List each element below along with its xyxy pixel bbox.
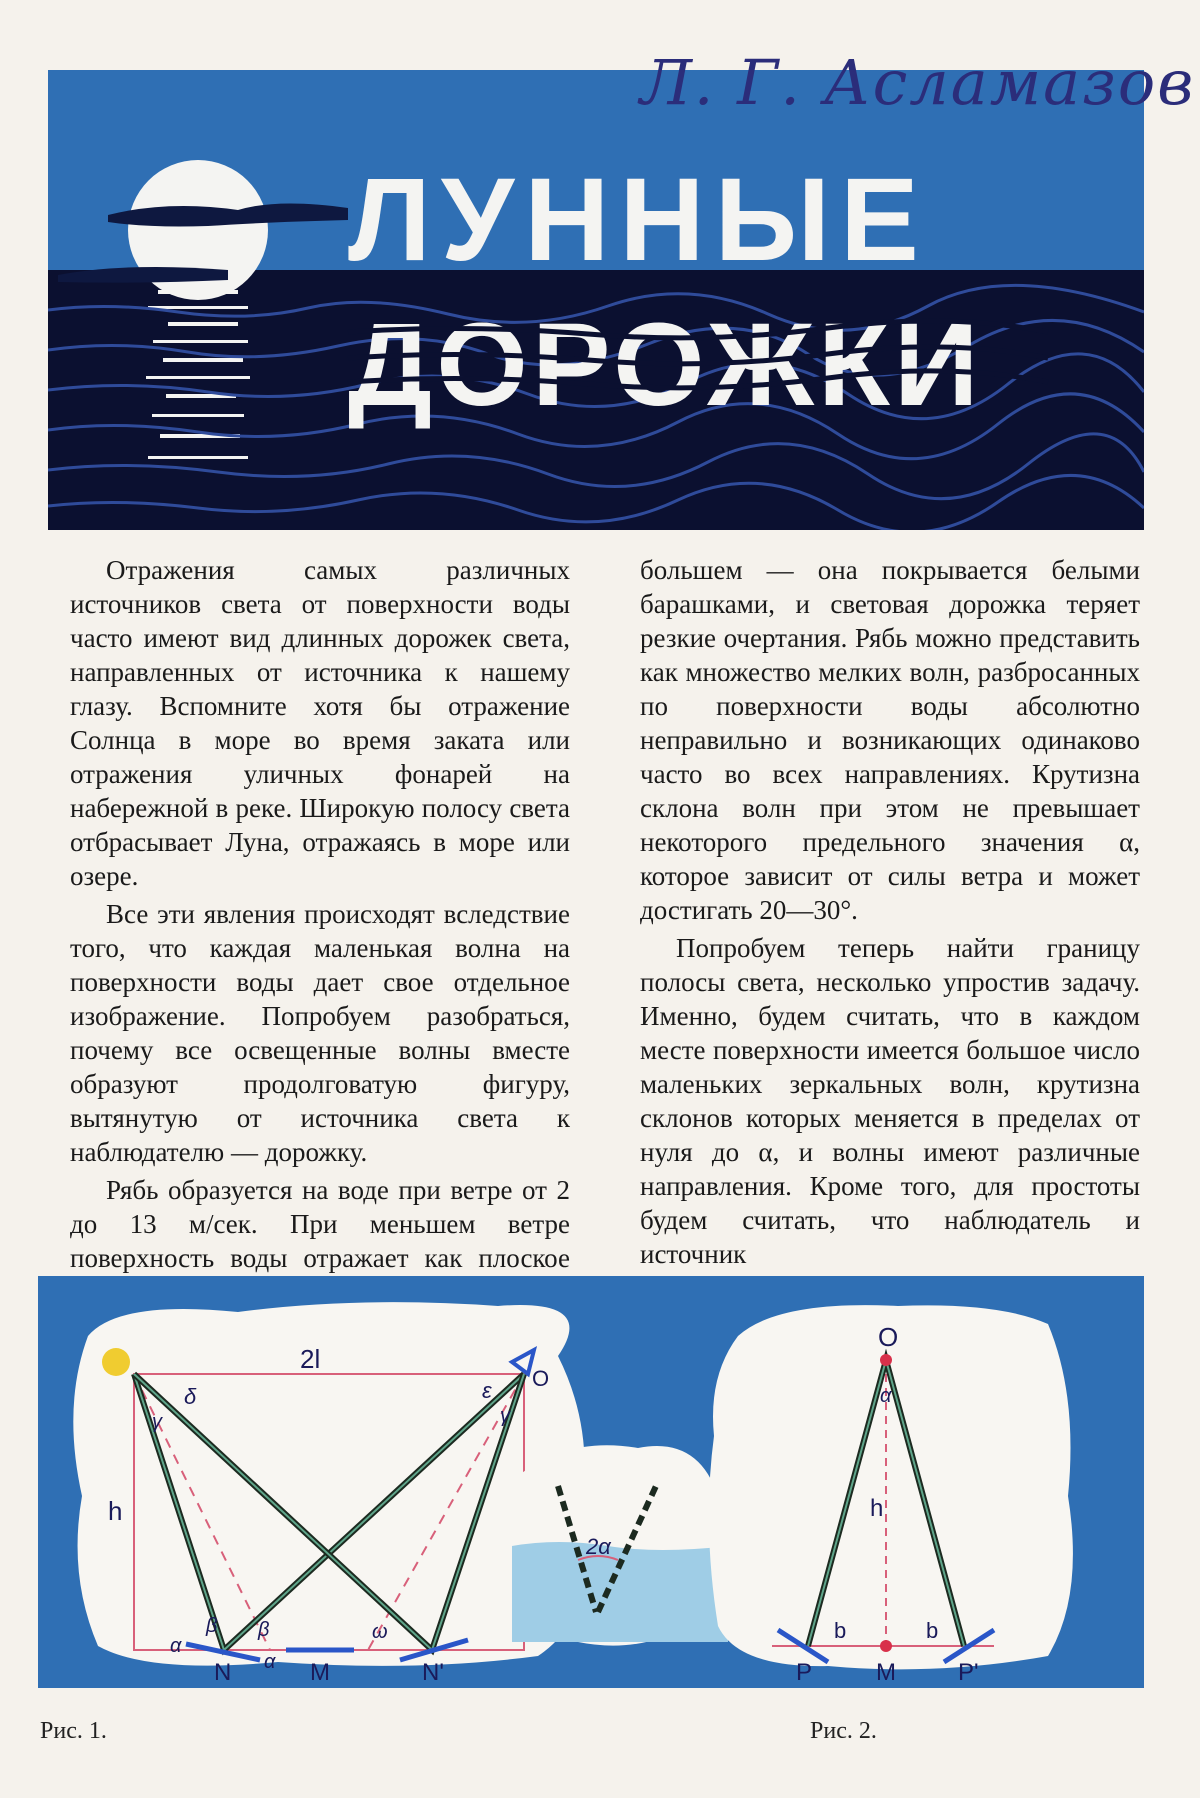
paragraph: Все эти явления происходят вследствие того, что каждая маленькая волна на поверхности воды дает свое отдельное изображение. Попробуем разобраться, почему все освещенные волны вместе образуют продолговатую фигуру, вытянутую от источника света к наблюдателю — дорожку. <box>70 899 570 1167</box>
title-line2: ДОРОЖКИ <box>348 299 983 431</box>
label-point-p: P <box>796 1659 813 1686</box>
label-angle-epsilon: ε <box>482 1378 492 1403</box>
label-half-width-right: b <box>926 1618 939 1643</box>
label-angle-alpha: α <box>880 1385 892 1407</box>
label-observer: O <box>532 1366 550 1391</box>
label-height-left: h <box>108 1496 123 1526</box>
label-point-n: N <box>214 1659 232 1686</box>
article-column-right <box>640 553 1140 1271</box>
label-height: h <box>870 1495 884 1522</box>
figure-panel <box>38 1276 1144 1688</box>
label-observer: O <box>878 1322 899 1352</box>
label-angle-alpha2: α <box>264 1651 276 1673</box>
label-half-width-left: b <box>834 1618 847 1643</box>
paragraph: Попробуем теперь найти границу полосы света, несколько упростив задачу. Именно, будем считать, что в каждом месте поверхности имеется большое число маленьких зеркальных волн, крутизна склонов которых меняется в пределах от нуля до α, и волны имеют различные направления. Кроме того, для простоты будем считать, что наблюдатель и источник <box>640 933 1140 1269</box>
figure1-area <box>73 1302 584 1666</box>
label-angle-gamma-right: γ <box>500 1405 510 1427</box>
label-angle-beta: β <box>206 1615 218 1637</box>
sun-icon <box>102 1348 130 1376</box>
label-angle-omega: ω <box>372 1621 388 1643</box>
figure2-caption: Рис. 2. <box>810 1718 877 1744</box>
label-width: 2l <box>300 1344 321 1374</box>
paragraph: Отражения самых различных источников света от поверхности воды часто имеют вид длинных дорожек света, направленных от источника к нашему глазу. Вспомните хотя бы отражение Солнца в море во время заката или отражения уличных фонарей на набережной в реке. Широкую полосу света отбрасывает Луна, отражаясь в море или озере. <box>70 555 570 891</box>
label-wave-angle: 2α <box>586 1534 611 1559</box>
label-point-m: M <box>876 1659 896 1686</box>
label-point-m: M <box>310 1659 330 1686</box>
label-point-n-prime: N' <box>422 1659 444 1686</box>
author-signature: Л. Г. Асламазов <box>640 46 1196 119</box>
label-angle-gamma: γ <box>152 1411 162 1433</box>
label-angle-alpha: α <box>170 1635 182 1657</box>
article-column-left <box>70 553 570 1309</box>
paragraph: большем — она покрывается белыми барашками, и световая дорожка теряет резкие очертания. Рябь можно представить как множество мелких волн, разбросанных по поверхности воды абсолютно неправильно и возникающих одинаково часто во всех направлениях. Крутизна склона волн при этом не превышает некоторого предельного значения α, которое зависит от силы ветра и может достигать 20—30°. <box>640 555 1140 925</box>
label-angle-beta2: β <box>258 1619 270 1641</box>
title-banner <box>48 70 1144 530</box>
label-angle-delta: δ <box>184 1384 197 1409</box>
paragraph: Рябь образуется на воде при ветре от 2 до 13 м/сек. При меньшем ветре поверхность воды отражает как плоское <box>70 1175 570 1273</box>
title-line1: ЛУННЫЕ <box>348 154 929 286</box>
label-point-p-prime: P' <box>958 1659 979 1686</box>
figure1-caption: Рис. 1. <box>40 1718 107 1744</box>
